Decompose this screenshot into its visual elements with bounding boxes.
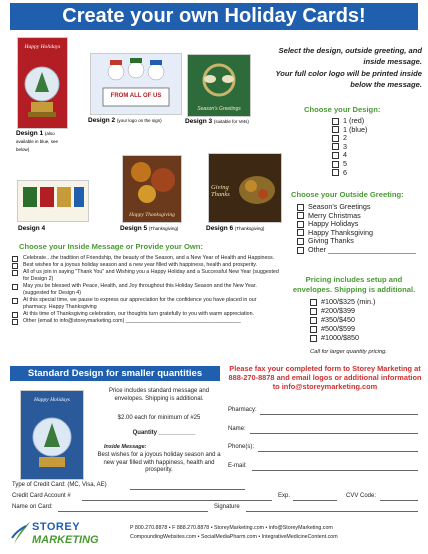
standard-inside-label: Inside Message:: [104, 444, 147, 450]
pricing-option[interactable]: #500/$599: [310, 324, 375, 333]
checkbox[interactable]: [297, 229, 304, 236]
checkbox[interactable]: [12, 312, 18, 318]
inside-option[interactable]: Best wishes for a joyous holiday season and a new year filled with happiness, health and prosperity.: [12, 262, 280, 269]
checkbox[interactable]: [310, 335, 317, 342]
checkbox[interactable]: [332, 143, 339, 150]
cvv-field[interactable]: [380, 500, 418, 501]
card-account-label: Credit Card Account #: [12, 493, 71, 499]
pricing-option[interactable]: #1000/$850: [310, 333, 375, 342]
pricing-option[interactable]: #350/$450: [310, 315, 375, 324]
name-on-card-label: Name on Card:: [12, 504, 53, 510]
name-on-card-field[interactable]: [58, 511, 208, 512]
design-5-label: Design 5 (Thanksgiving): [120, 225, 179, 232]
snowman-icon: [91, 54, 181, 114]
pharmacy-field[interactable]: [260, 414, 418, 415]
design-6-card: [208, 153, 282, 223]
checkbox[interactable]: [310, 317, 317, 324]
checkbox[interactable]: [12, 298, 18, 304]
standard-art-text: Happy Holidays: [34, 397, 70, 403]
phone-label: Phone(s):: [228, 444, 255, 450]
checkbox[interactable]: [332, 152, 339, 159]
checkbox[interactable]: [12, 270, 18, 276]
name-field[interactable]: [250, 433, 418, 434]
checkbox[interactable]: [310, 299, 317, 306]
design-option[interactable]: 2: [332, 134, 367, 143]
footer-contact-line: P 800.270.8878 • F 888.270.8878 • StoreyMarketing.com • info@StoreyMarketing.com: [130, 525, 333, 531]
checkbox[interactable]: [12, 319, 18, 325]
checkbox[interactable]: [297, 221, 304, 228]
design-option[interactable]: 4: [332, 151, 367, 160]
design-3-label: Design 3 (suitable for Vets): [185, 118, 249, 125]
checkbox[interactable]: [332, 118, 339, 125]
inside-option[interactable]: At this time of Thanksgiving celebration, our thoughts turn gratefully to you with warm appreciation.: [12, 311, 280, 318]
inside-option[interactable]: May you be blessed with Peace, Health, and Joy throughout this Holiday Season and the New Year. (suggested for Design 4): [12, 283, 280, 296]
intro-text: Select the design, outside greeting, and inside message. Your full color logo will be printed inside below the message.: [275, 46, 422, 89]
checkbox[interactable]: [297, 204, 304, 211]
greeting-option[interactable]: Giving Thanks: [297, 237, 416, 246]
email-field[interactable]: [252, 470, 418, 471]
snow-globe-icon: [21, 405, 83, 480]
inside-option[interactable]: Celebrate…the tradition of Friendship, the beauty of the Season, and a New Year of Health and Happiness.: [12, 255, 280, 262]
signature-label: Signature: [214, 504, 240, 510]
card-account-field[interactable]: [82, 500, 272, 501]
design-3-card: [187, 54, 251, 117]
signature-field[interactable]: [246, 511, 418, 512]
standard-design-heading: Standard Design for smaller quantities: [10, 366, 220, 381]
greeting-option[interactable]: Other ______________________: [297, 246, 416, 255]
standard-quantity[interactable]: Quantity ___________: [132, 430, 196, 436]
inside-message-heading: Choose your Inside Message or Provide your Own:: [19, 242, 203, 251]
checkbox[interactable]: [12, 256, 18, 262]
design-5-card: [122, 155, 182, 223]
design-options: [332, 117, 367, 177]
checkbox[interactable]: [332, 169, 339, 176]
page-title: Create your own Holiday Cards!: [10, 3, 418, 30]
fax-instructions: Please fax your completed form to Storey Marketing at 888-270-8878 and email logos or additional information to info@storeymarketing.com: [228, 364, 422, 392]
design-1-card: [17, 37, 68, 129]
outside-greeting-heading: Choose your Outside Greeting:: [291, 190, 404, 199]
name-label: Name:: [228, 426, 246, 432]
logo-mark-icon: [10, 520, 32, 548]
standard-card: [20, 390, 84, 480]
design-6-art-text: Giving Thanks: [211, 184, 230, 198]
design-1-label: Design 1 (also available in blue, see below): [16, 130, 59, 152]
design-option[interactable]: 5: [332, 160, 367, 169]
standard-each-price: $2.00 each for minimum of #25: [117, 415, 201, 421]
checkbox[interactable]: [297, 247, 304, 254]
checkbox[interactable]: [297, 238, 304, 245]
exp-label: Exp.: [278, 493, 291, 499]
checkbox[interactable]: [12, 263, 18, 269]
greeting-option[interactable]: Merry Christmas: [297, 212, 416, 221]
design-option[interactable]: 1 (blue): [332, 126, 367, 135]
inside-option[interactable]: All of us join in saying "Thank You" and Wishing you a Happy Holiday and a Successful New Year (suggested for Design 2): [12, 269, 280, 282]
design-option[interactable]: 3: [332, 143, 367, 152]
pricing-heading: Pricing includes setup and envelopes. Shipping is additional.: [292, 275, 416, 294]
inside-option[interactable]: Other (email to info@storeymarketing.com) _______________________________________: [12, 318, 280, 325]
storey-logo: [10, 518, 120, 550]
design-2-sign-text: FROM ALL OF US: [110, 93, 162, 99]
inside-message-options: [12, 255, 280, 325]
checkbox[interactable]: [297, 212, 304, 219]
design-2-card: [90, 53, 182, 115]
logo-brand-bottom: MARKETING: [32, 534, 99, 546]
standard-price-text: Price includes standard message and envelopes. Shipping is additional.: [108, 388, 210, 402]
design-2-label: Design 2 (your logo on the sign): [88, 117, 162, 124]
design-6-label: Design 6 (Thanksgiving): [206, 225, 265, 232]
design-1-caption-art: Happy Holidays: [24, 44, 61, 50]
checkbox[interactable]: [332, 161, 339, 168]
design-4-label: Design 4: [18, 225, 46, 232]
checkbox[interactable]: [332, 135, 339, 142]
design-5-art-text: Happy Thanksgiving: [129, 211, 175, 218]
email-label: E-mail:: [228, 463, 247, 469]
pharmacy-label: Pharmacy:: [228, 407, 257, 413]
snow-globe-icon: [18, 52, 67, 129]
checkbox[interactable]: [12, 284, 18, 290]
inside-option[interactable]: At this special time, we pause to express our appreciation for the confidence you have placed in our pharmacy. Happy Thanksgiving: [12, 297, 280, 310]
checkbox[interactable]: [332, 126, 339, 133]
design-option[interactable]: 6: [332, 169, 367, 178]
pricing-option[interactable]: #100/$325 (min.): [310, 297, 375, 306]
checkbox[interactable]: [310, 308, 317, 315]
design-4-card: [17, 180, 89, 222]
greeting-option[interactable]: Season's Greetings: [297, 203, 416, 212]
greeting-option[interactable]: Happy Thanksgiving: [297, 229, 416, 238]
cvv-label: CVV Code:: [346, 493, 377, 499]
ornaments-icon: [18, 181, 88, 221]
design-option[interactable]: 1 (red): [332, 117, 367, 126]
card-type-field[interactable]: [130, 489, 245, 490]
phone-field[interactable]: [258, 451, 418, 452]
logo-brand-top: STOREY: [32, 521, 81, 533]
choose-design-heading: Choose your Design:: [304, 105, 381, 114]
footer-websites-line: CompoundingWebsites.com • SocialMediaPharm.com • IntegrativeMedicineContent.com: [130, 534, 338, 540]
greeting-option[interactable]: Happy Holidays: [297, 220, 416, 229]
pricing-options: [310, 297, 375, 342]
card-type-label: Type of Credit Card: (MC, Visa, AE): [12, 482, 107, 488]
design-3-art-text: Season's Greetings: [197, 106, 241, 112]
pricing-option[interactable]: #200/$399: [310, 306, 375, 315]
standard-inside-text: Best wishes for a joyous holiday season and a new year filled with happiness, health and prosperity.: [97, 452, 221, 474]
checkbox[interactable]: [310, 326, 317, 333]
greeting-options: [297, 203, 416, 255]
exp-field[interactable]: [293, 500, 337, 501]
pricing-note: Call for larger quantity pricing.: [310, 349, 388, 355]
